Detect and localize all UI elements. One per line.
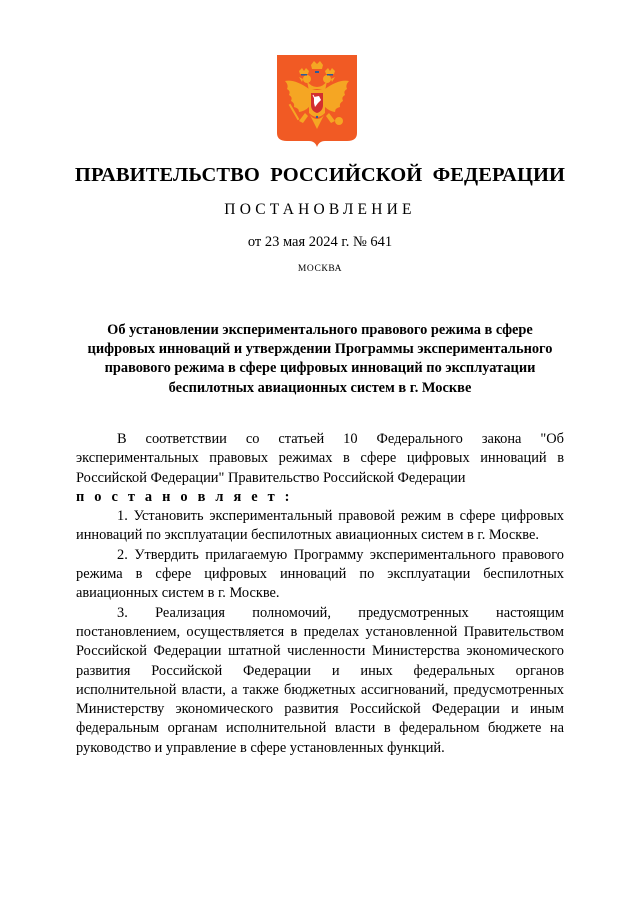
preamble-paragraph bbox=[76, 430, 564, 507]
document-body bbox=[76, 430, 564, 758]
russian-coat-of-arms-icon bbox=[277, 55, 357, 147]
document-city: МОСКВА bbox=[297, 264, 343, 274]
document-subject: Об установлении экспериментального правового режима в сфере цифровых инноваций и утверждении Программы экспериментального правового режима в сфере цифровых инноваций по эксплуатации беспилотных авиационных систем в г. Москве bbox=[87, 322, 553, 396]
document-date-number: от 23 мая 2024 г. № 641 bbox=[247, 234, 393, 250]
government-title: ПРАВИТЕЛЬСТВО РОССИЙСКОЙ ФЕДЕРАЦИИ bbox=[74, 164, 566, 186]
resolves-keyword: п о с т а н о в л я е т : bbox=[76, 488, 293, 505]
preamble-text: В соответствии со статьей 10 Федерального закона "Об экспериментальных правовых режимах в сфере цифровых инноваций в Российской Федерации" Правительство Российской Федерации bbox=[76, 431, 564, 486]
item-paragraph-3: 3. Реализация полномочий, предусмотренных настоящим постановлением, осуществляется в пределах установленной Правительством Российской Федерации штатной численности Министерства экономического развития Российской Федерации и иных федеральных органов исполнительной власти, а также бюджетных ассигнований, предусмотренных Министерству экономического развития Российской Федерации и иным федеральным органам исполнительной власти в федеральном бюджете на руководство и управление в сфере установленных функций. bbox=[76, 604, 564, 756]
item-paragraph-2: 2. Утвердить прилагаемую Программу экспериментального правового режима в сфере цифровых инноваций по эксплуатации беспилотных авиационных систем в г. Москве. bbox=[76, 546, 564, 602]
item-paragraph-1: 1. Установить экспериментальный правовой режим в сфере цифровых инноваций по эксплуатации беспилотных авиационных систем в г. Москве. bbox=[76, 508, 564, 544]
document-type: ПОСТАНОВЛЕНИЕ bbox=[224, 201, 416, 218]
